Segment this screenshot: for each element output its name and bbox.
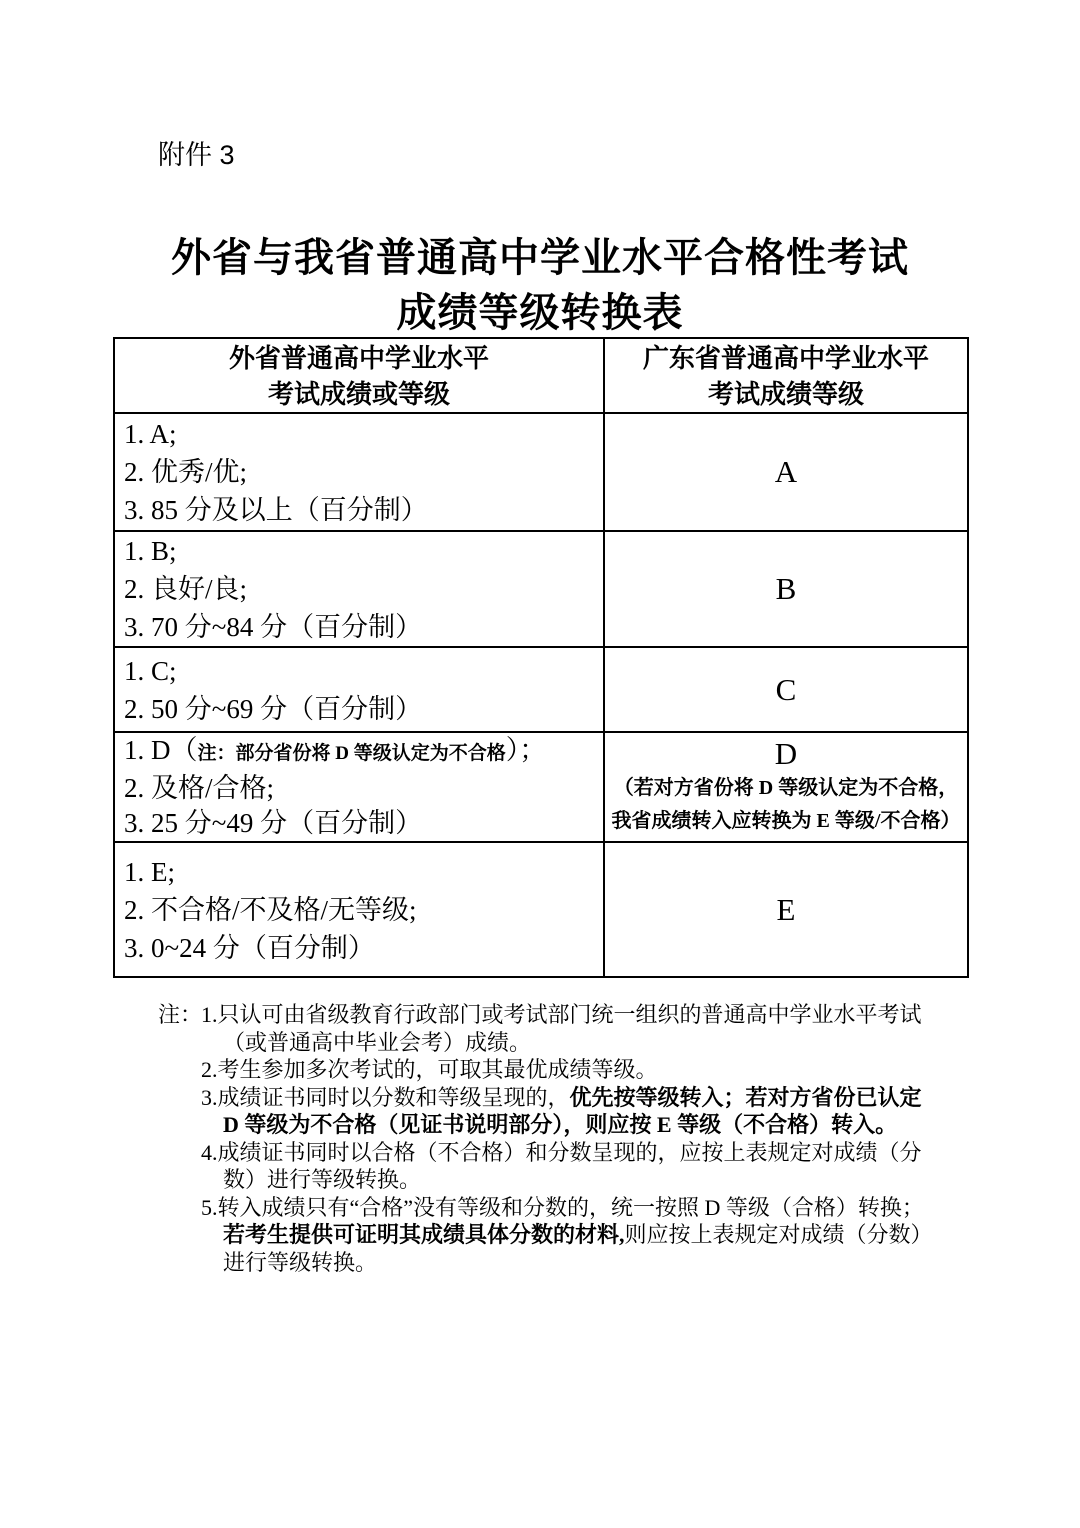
note-text: 4.成绩证书同时以合格（不合格）和分数呈现的，应按上表规定对成绩（分 <box>201 1139 922 1165</box>
cell-source-grade-c <box>114 647 604 732</box>
note-line-5-cont <box>201 1221 958 1249</box>
note-text: 5.转入成绩只有“合格”没有等级和分数的，统一按照 D 等级（合格）转换； <box>201 1194 924 1220</box>
grade-letter: A <box>774 454 798 489</box>
note-text: （或普通高中毕业会考）成绩。 <box>223 1029 532 1055</box>
note-line-1-cont <box>201 1029 958 1057</box>
note-text: 2.考生参加多次考试的，可取其最优成绩等级。 <box>201 1057 658 1082</box>
cell-source-grade-d <box>114 732 604 842</box>
list-item: 1. E; <box>124 856 175 887</box>
note-text: 则应按上表规定对成绩（分数） <box>624 1222 933 1247</box>
table-header-row <box>114 338 968 413</box>
note-line-1 <box>201 1001 958 1029</box>
note-line-2 <box>201 1056 958 1084</box>
item-inline-note: 注：部分省份将 D 等级认定为不合格 <box>197 743 506 764</box>
cell-source-grade-a <box>114 413 604 531</box>
notes-body <box>201 1001 958 1276</box>
page-title <box>0 230 1080 340</box>
item-text: 1. D（ <box>124 735 198 765</box>
note-text: 3.成绩证书同时以分数和等级呈现的， <box>201 1084 570 1110</box>
note-line-4 <box>201 1139 958 1167</box>
grade-conversion-table <box>113 337 969 978</box>
note-text: 1.只认可由省级教育行政部门或考试部门统一组织的普通高中学业水平考试 <box>201 1002 922 1027</box>
cell-gd-grade-c <box>604 647 968 732</box>
cell-gd-grade-e <box>604 842 968 977</box>
note-text: 数）进行等级转换。 <box>223 1167 422 1192</box>
list-item <box>124 733 603 771</box>
note-text: 进行等级转换。 <box>223 1249 378 1275</box>
note-line-4-cont <box>201 1166 958 1194</box>
grade-letter: C <box>775 671 797 707</box>
list-item: 1. C; <box>124 655 177 686</box>
table-row-grade-e <box>114 842 968 977</box>
list-item: 2. 50 分~69 分（百分制） <box>124 693 423 724</box>
column-header-guangdong <box>604 338 968 413</box>
cell-gd-grade-a <box>604 413 968 531</box>
note-line-5-cont2 <box>201 1249 958 1277</box>
notes-label: 注： <box>158 1002 203 1027</box>
table-row-grade-d <box>114 732 968 842</box>
column-header-guangdong-line2: 考试成绩等级 <box>707 378 864 409</box>
list-item: 2. 及格/合格; <box>124 773 275 803</box>
column-header-other-province-line2: 考试成绩或等级 <box>267 378 450 409</box>
grade-d-note-line1: （若对方省份将 D 等级认定为不合格， <box>613 777 959 799</box>
title-line-1: 外省与我省普通高中学业水平合格性考试 <box>171 235 909 280</box>
notes-section <box>158 1001 958 1276</box>
grade-d-note-line2: 我省成绩转入应转换为 E 等级/不合格） <box>611 810 961 832</box>
list-item: 2. 优秀/优; <box>124 457 248 487</box>
table-row-grade-c <box>114 647 968 732</box>
note-text-bold: 若考生提供可证明其成绩具体分数的材料, <box>223 1222 625 1247</box>
note-text-bold: D 等级为不合格（见证书说明部分），则应按 E 等级（不合格）转入。 <box>223 1112 898 1137</box>
list-item: 3. 25 分~49 分（百分制） <box>124 808 423 838</box>
grade-letter: E <box>776 891 796 927</box>
grade-letter: B <box>775 571 797 606</box>
note-text-bold: 优先按等级转入；若对方省份已认定 <box>569 1084 922 1110</box>
cell-gd-grade-b <box>604 531 968 647</box>
column-header-other-province <box>114 338 604 413</box>
cell-source-grade-b <box>114 531 604 647</box>
note-line-5 <box>201 1194 958 1222</box>
note-line-3 <box>201 1084 958 1112</box>
cell-gd-grade-d <box>604 732 968 842</box>
list-item: 3. 85 分及以上（百分制） <box>124 495 428 525</box>
list-item: 3. 0~24 分（百分制） <box>124 932 375 963</box>
list-item: 2. 不合格/不及格/无等级; <box>124 894 417 925</box>
table-row-grade-b <box>114 531 968 647</box>
column-header-guangdong-line1: 广东省普通高中学业水平 <box>642 342 929 373</box>
list-item: 3. 70 分~84 分（百分制） <box>124 612 423 642</box>
attachment-label: 附件 3 <box>158 140 235 170</box>
list-item: 2. 良好/良; <box>124 574 248 604</box>
note-line-3-cont <box>201 1111 958 1139</box>
title-line-2: 成绩等级转换表 <box>396 290 684 335</box>
list-item: 1. A; <box>124 419 177 449</box>
cell-source-grade-e <box>114 842 604 977</box>
list-item: 1. B; <box>124 536 177 566</box>
item-text: ）； <box>505 735 547 765</box>
grade-letter: D <box>774 736 798 771</box>
column-header-other-province-line1: 外省普通高中学业水平 <box>228 342 489 373</box>
table-row-grade-a <box>114 413 968 531</box>
